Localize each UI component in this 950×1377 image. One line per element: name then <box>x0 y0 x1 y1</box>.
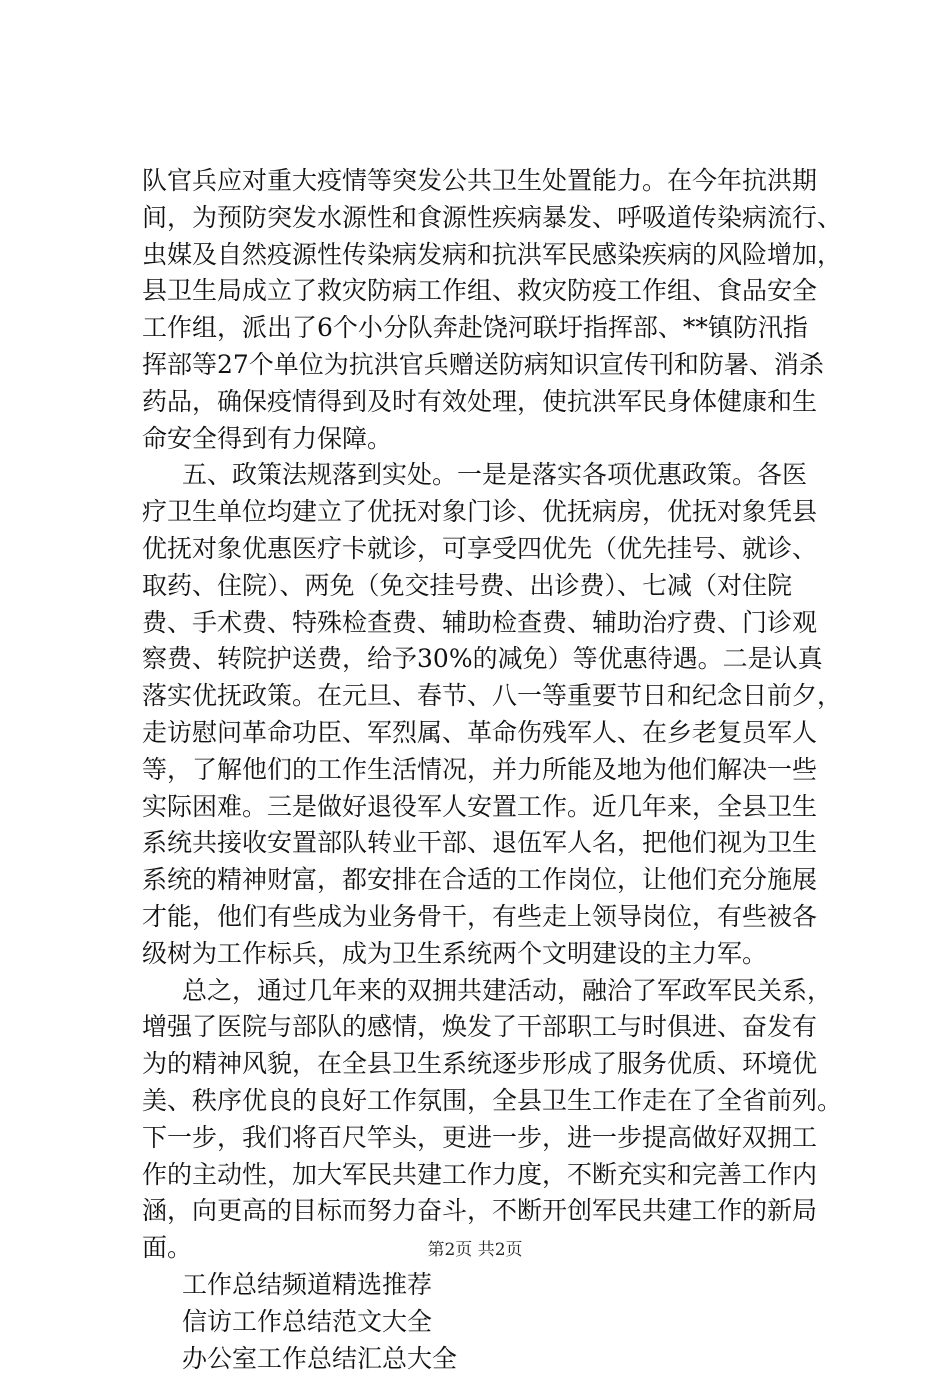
text-line: 队官兵应对重大疫情等突发公共卫生处置能力。在今年抗洪期 <box>142 163 842 200</box>
text-line: 落实优抚政策。在元旦、春节、八一等重要节日和纪念日前夕， <box>142 678 842 715</box>
text-line: 等，了解他们的工作生活情况，并力所能及地为他们解决一些 <box>142 752 842 789</box>
text-line: 县卫生局成立了救灾防病工作组、救灾防疫工作组、食品安全 <box>142 273 842 310</box>
paragraph-start-line: 总之，通过几年来的双拥共建活动，融洽了军政军民关系， <box>142 973 842 1010</box>
text-line: 作的主动性，加大军民共建工作力度，不断充实和完善工作内 <box>142 1157 842 1194</box>
text-line: 挥部等27个单位为抗洪官兵赠送防病知识宣传刊和防暑、消杀 <box>142 347 842 384</box>
text-line: 实际困难。三是做好退役军人安置工作。近几年来，全县卫生 <box>142 789 842 826</box>
text-line: 系统共接收安置部队转业干部、退伍军人名，把他们视为卫生 <box>142 825 842 862</box>
text-line: 工作组，派出了6个小分队奔赴饶河联圩指挥部、**镇防汛指 <box>142 310 842 347</box>
recommend-link[interactable]: 工作总结频道精选推荐 <box>142 1267 842 1304</box>
text-line: 为的精神风貌，在全县卫生系统逐步形成了服务优质、环境优 <box>142 1046 842 1083</box>
text-line: 才能，他们有些成为业务骨干，有些走上领导岗位，有些被各 <box>142 899 842 936</box>
text-line: 面。 <box>142 1230 842 1267</box>
recommend-link[interactable]: 办公室工作总结汇总大全 <box>142 1341 842 1377</box>
text-line: 走访慰问革命功臣、军烈属、革命伤残军人、在乡老复员军人 <box>142 715 842 752</box>
paragraph-start-line: 五、政策法规落到实处。一是是落实各项优惠政策。各医 <box>142 457 842 494</box>
text-line: 间，为预防突发水源性和食源性疾病暴发、呼吸道传染病流行、 <box>142 200 842 237</box>
recommend-link[interactable]: 信访工作总结范文大全 <box>142 1304 842 1341</box>
page-number-footer: 第2页 共2页 <box>0 1238 950 1262</box>
text-line: 增强了医院与部队的感情，焕发了干部职工与时俱进、奋发有 <box>142 1009 842 1046</box>
text-line: 取药、住院）、两免（免交挂号费、出诊费）、七减（对住院 <box>142 568 842 605</box>
text-line: 涵，向更高的目标而努力奋斗，不断开创军民共建工作的新局 <box>142 1193 842 1230</box>
text-line: 命安全得到有力保障。 <box>142 421 842 458</box>
text-line: 疗卫生单位均建立了优抚对象门诊、优抚病房，优抚对象凭县 <box>142 494 842 531</box>
text-line: 虫媒及自然疫源性传染病发病和抗洪军民感染疾病的风险增加， <box>142 237 842 274</box>
text-line: 察费、转院护送费，给予30%的减免）等优惠待遇。二是认真 <box>142 641 842 678</box>
text-line: 优抚对象优惠医疗卡就诊，可享受四优先（优先挂号、就诊、 <box>142 531 842 568</box>
text-line: 药品，确保疫情得到及时有效处理，使抗洪军民身体健康和生 <box>142 384 842 421</box>
text-line: 美、秩序优良的良好工作氛围，全县卫生工作走在了全省前列。 <box>142 1083 842 1120</box>
text-line: 下一步，我们将百尺竿头，更进一步，进一步提高做好双拥工 <box>142 1120 842 1157</box>
text-line: 费、手术费、特殊检查费、辅助检查费、辅助治疗费、门诊观 <box>142 605 842 642</box>
document-body <box>142 163 842 1377</box>
text-line: 系统的精神财富，都安排在合适的工作岗位，让他们充分施展 <box>142 862 842 899</box>
text-line: 级树为工作标兵，成为卫生系统两个文明建设的主力军。 <box>142 936 842 973</box>
